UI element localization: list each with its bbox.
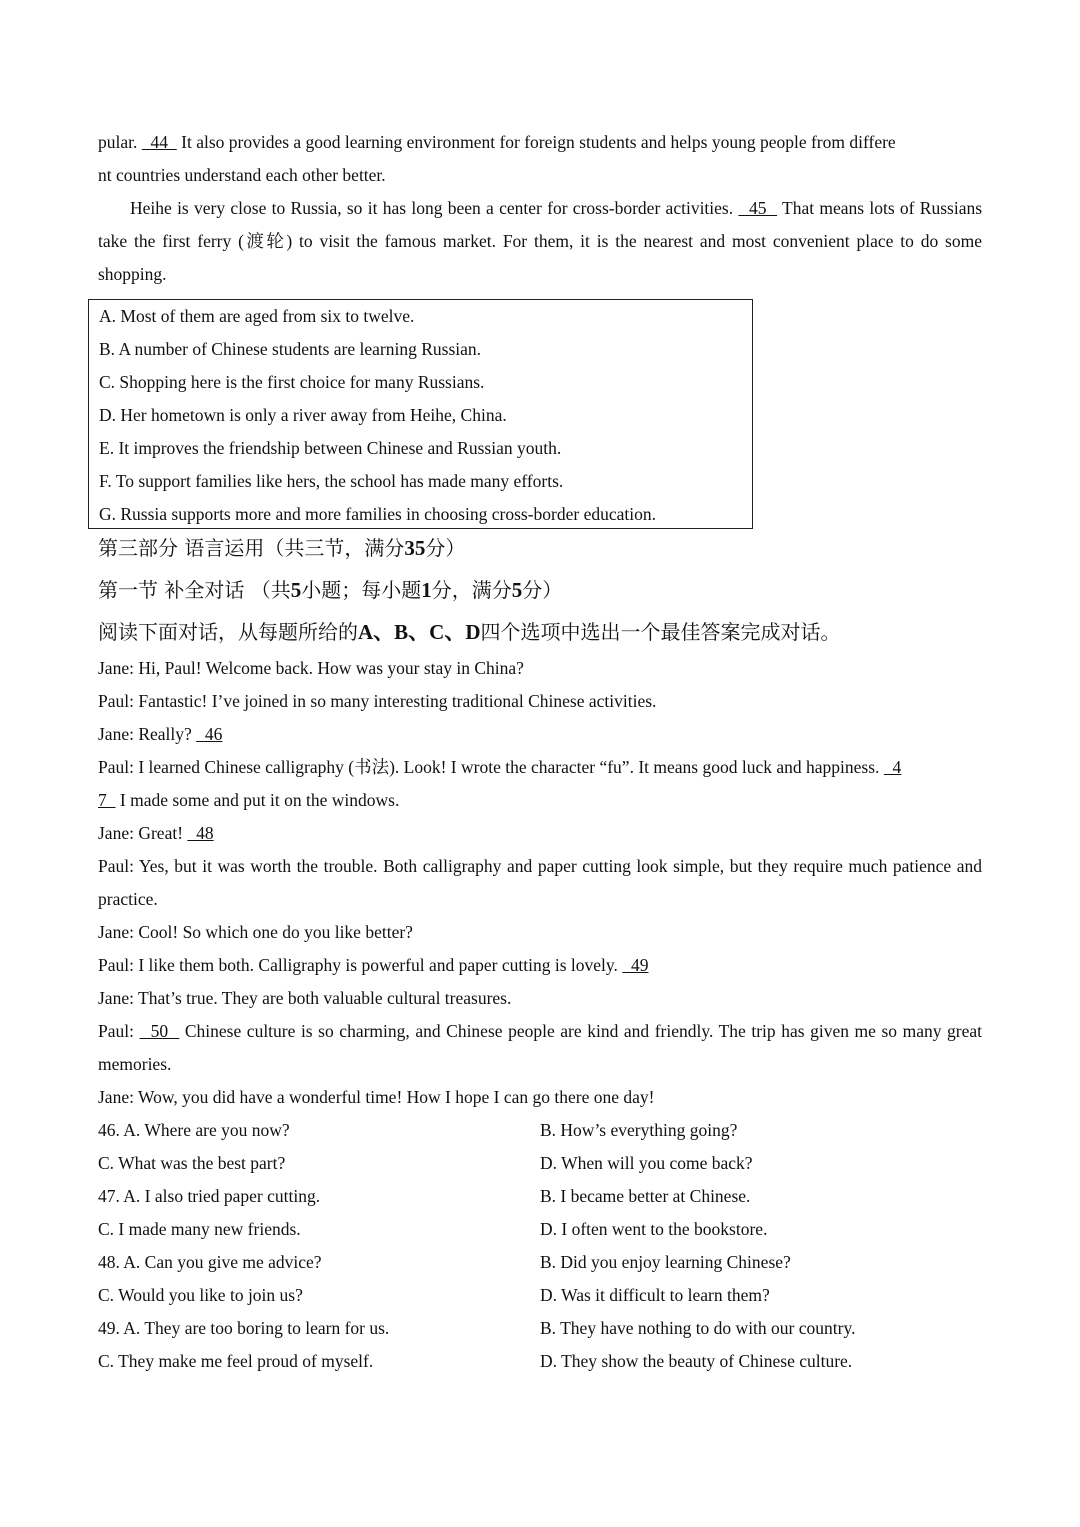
blank-47-cont: 7 xyxy=(98,790,116,810)
text: Chinese culture is so charming, and Chinese people are kind and friendly. The trip has given me so many great memories. xyxy=(98,1021,983,1074)
answer-option[interactable]: D. Was it difficult to learn them? xyxy=(540,1285,770,1305)
question-row xyxy=(98,1312,982,1345)
dialogue-line: Jane: Hi, Paul! Welcome back. How was your stay in China? xyxy=(98,658,524,678)
dialogue-line: Paul: Fantastic! I’ve joined in so many interesting traditional Chinese activities. xyxy=(98,691,657,711)
text: 35 xyxy=(404,536,426,560)
dialogue-line: Jane: Cool! So which one do you like better? xyxy=(98,922,413,942)
dialogue-line xyxy=(98,817,982,850)
answer-option[interactable]: D. When will you come back? xyxy=(540,1153,753,1173)
text: A、B、C、D xyxy=(358,620,481,644)
blank-46: 46 xyxy=(196,724,223,744)
text: 5 xyxy=(511,578,523,602)
question-row xyxy=(98,1246,982,1279)
text: 第三部分 语言运用（共三节，满分 xyxy=(98,536,405,560)
text: 1 xyxy=(421,578,432,602)
answer-option[interactable]: B. Did you enjoy learning Chinese? xyxy=(540,1252,791,1272)
blank-47: 4 xyxy=(883,757,902,777)
option-a: A. Most of them are aged from six to twelve. xyxy=(99,306,415,326)
options-box xyxy=(88,299,753,529)
dialogue xyxy=(98,652,982,1378)
text: pular. xyxy=(98,132,138,152)
text: 第一节 补全对话 （共 xyxy=(98,578,291,602)
answer-option[interactable]: 47. A. I also tried paper cutting. xyxy=(98,1186,321,1206)
answer-option[interactable]: D. They show the beauty of Chinese culture. xyxy=(540,1351,853,1371)
answer-option[interactable]: B. I became better at Chinese. xyxy=(540,1186,751,1206)
answer-option[interactable]: C. They make me feel proud of myself. xyxy=(98,1351,374,1371)
text: It also provides a good learning environment for foreign students and helps young people from differe xyxy=(181,132,896,152)
text: Jane: Great! xyxy=(98,823,184,843)
blank-45: 45 xyxy=(738,198,778,218)
text: Heihe is very close to Russia, so it has long been a center for cross-border activities. xyxy=(130,198,734,218)
text: 5 xyxy=(290,578,302,602)
dialogue-line: Jane: That’s true. They are both valuable cultural treasures. xyxy=(98,988,512,1008)
text: Jane: Really? xyxy=(98,724,192,744)
text: 阅读下面对话，从每题所给的 xyxy=(98,620,358,644)
answer-option[interactable]: C. Would you like to join us? xyxy=(98,1285,303,1305)
option-f: F. To support families like hers, the school has made many efforts. xyxy=(99,471,564,491)
answer-option[interactable]: 49. A. They are too boring to learn for us. xyxy=(98,1318,390,1338)
blank-50: 50 xyxy=(139,1021,180,1041)
section-title xyxy=(98,569,982,611)
question-row xyxy=(98,1345,982,1378)
question-list xyxy=(98,1114,982,1378)
instructions xyxy=(98,611,982,653)
text: 分，满分 xyxy=(431,578,512,602)
text: Paul: I like them both. Calligraphy is powerful and paper cutting is lovely. xyxy=(98,955,618,975)
answer-option[interactable]: D. I often went to the bookstore. xyxy=(540,1219,768,1239)
dialogue-line: Paul: Yes, but it was worth the trouble. Both calligraphy and paper cutting look simple, but they require much patience and practice. xyxy=(98,856,982,909)
text: That means lots of Russians take the first ferry (渡轮) to visit the famous market. For them, it is the nearest and most convenient place to do some shopping. xyxy=(98,198,983,284)
text: Paul: I learned Chinese calligraphy (书法). Look! I wrote the character “fu”. It means good luck and happiness. xyxy=(98,757,880,777)
answer-option[interactable]: C. What was the best part? xyxy=(98,1153,286,1173)
dialogue-line xyxy=(98,949,982,982)
part-title xyxy=(98,527,982,569)
paragraph-2 xyxy=(98,192,982,291)
text: 分） xyxy=(425,536,466,560)
question-row xyxy=(98,1279,982,1312)
reading-passage xyxy=(98,126,982,291)
paragraph-1 xyxy=(98,126,982,192)
question-row xyxy=(98,1114,982,1147)
blank-44: 44 xyxy=(141,132,177,152)
text: 四个选项中选出一个最佳答案完成对话。 xyxy=(480,620,841,644)
option-e: E. It improves the friendship between Chinese and Russian youth. xyxy=(99,438,562,458)
text: 小题；每小题 xyxy=(301,578,422,602)
answer-option[interactable]: C. I made many new friends. xyxy=(98,1219,301,1239)
section-3-header xyxy=(98,527,982,653)
blank-48: 48 xyxy=(187,823,214,843)
text: nt countries understand each other better. xyxy=(98,165,386,185)
option-b: B. A number of Chinese students are learning Russian. xyxy=(99,339,482,359)
blank-49: 49 xyxy=(622,955,649,975)
option-d: D. Her hometown is only a river away from Heihe, China. xyxy=(99,405,507,425)
option-c: C. Shopping here is the first choice for many Russians. xyxy=(99,372,485,392)
text: I made some and put it on the windows. xyxy=(119,790,400,810)
question-row xyxy=(98,1180,982,1213)
dialogue-line xyxy=(98,751,982,817)
text: 分） xyxy=(522,578,563,602)
question-row xyxy=(98,1147,982,1180)
text: Paul: xyxy=(98,1021,134,1041)
dialogue-line xyxy=(98,718,982,751)
answer-option[interactable]: B. How’s everything going? xyxy=(540,1120,738,1140)
answer-option[interactable]: 46. A. Where are you now? xyxy=(98,1120,290,1140)
dialogue-line xyxy=(98,1015,982,1081)
dialogue-line: Jane: Wow, you did have a wonderful time! How I hope I can go there one day! xyxy=(98,1087,655,1107)
answer-option[interactable]: 48. A. Can you give me advice? xyxy=(98,1252,322,1272)
option-g: G. Russia supports more and more families in choosing cross-border education. xyxy=(99,504,656,524)
answer-option[interactable]: B. They have nothing to do with our country. xyxy=(540,1318,856,1338)
question-row xyxy=(98,1213,982,1246)
